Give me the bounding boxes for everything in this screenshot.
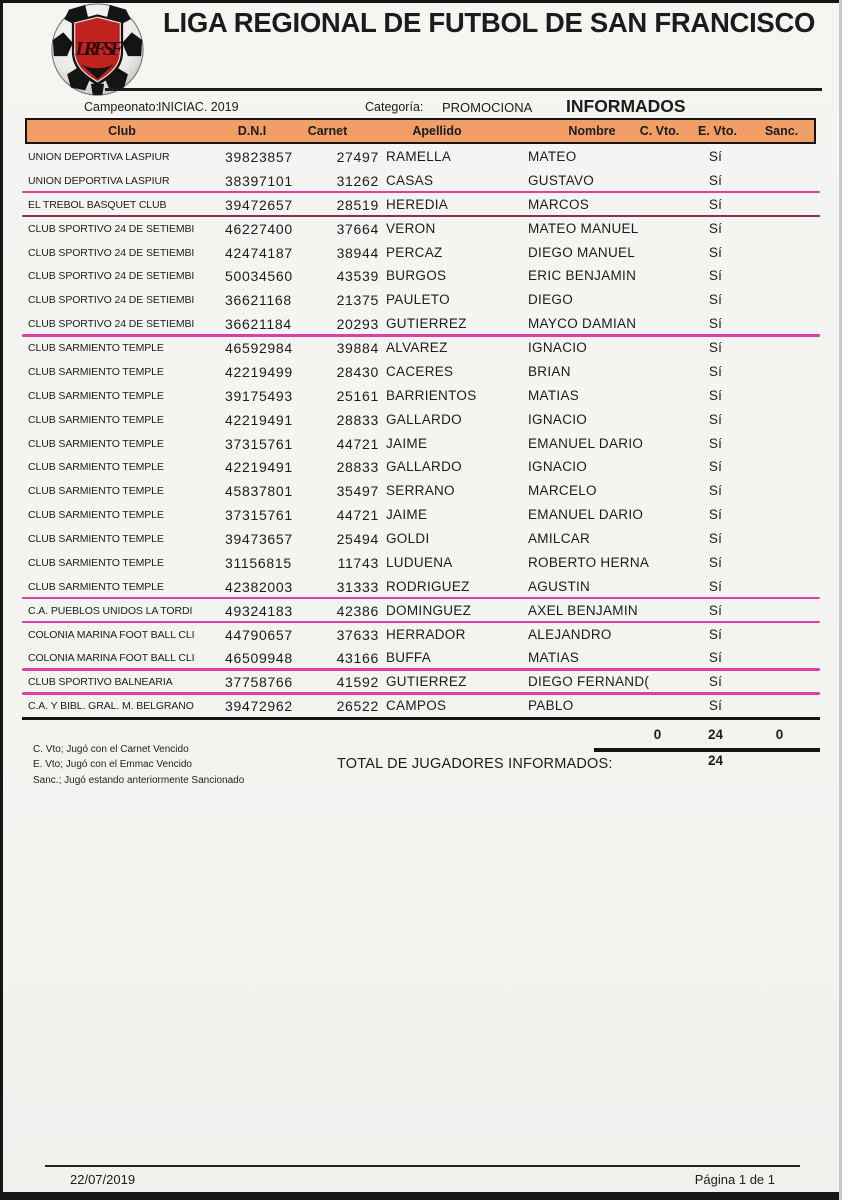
cell-sanc [752, 646, 807, 670]
cell-nombre: AGUSTIN [528, 578, 591, 594]
table-row [0, 336, 842, 360]
cell-carnet: 26522 [336, 698, 379, 715]
cell-c_vto [630, 193, 685, 217]
table-row [0, 527, 842, 551]
cell-carnet: 20293 [336, 316, 379, 333]
cell-nombre: MATIAS [528, 650, 580, 666]
cell-sanc [752, 193, 807, 217]
cell-c_vto [630, 455, 685, 479]
cell-apellido: VERON [386, 220, 436, 236]
cell-club: CLUB SARMIENTO TEMPLE [28, 389, 164, 402]
table-row [0, 670, 842, 694]
cell-apellido: ALVAREZ [386, 340, 448, 356]
cell-club: CLUB SARMIENTO TEMPLE [28, 580, 164, 593]
cell-e_vto: Sí [708, 578, 723, 594]
cell-carnet: 28833 [336, 459, 379, 476]
cell-dni: 45837801 [225, 483, 293, 500]
cell-apellido: RODRIGUEZ [386, 578, 470, 594]
cell-nombre: MATEO [528, 149, 577, 164]
cell-carnet: 44721 [336, 435, 379, 452]
cell-e_vto: Sí [708, 196, 723, 212]
cell-e_vto: Sí [708, 507, 723, 523]
table-row [0, 479, 842, 503]
cell-carnet: 37633 [336, 626, 379, 643]
cell-e_vto: Sí [708, 483, 723, 499]
cell-club: UNION DEPORTIVA LASPIUR [28, 174, 170, 187]
cell-club: CLUB SPORTIVO 24 DE SETIEMBI [28, 270, 195, 283]
cell-carnet: 28833 [336, 411, 379, 428]
table-header-row [25, 118, 816, 144]
cell-carnet: 25494 [336, 531, 379, 548]
table-row [0, 432, 842, 456]
cell-club: CLUB SPORTIVO 24 DE SETIEMBI [28, 222, 195, 235]
cell-c_vto [630, 623, 685, 647]
cell-apellido: LUDUENA [386, 554, 453, 570]
cell-carnet: 11743 [337, 554, 379, 571]
cell-sanc [752, 217, 807, 241]
cell-apellido: GUTIERREZ [386, 316, 467, 332]
cell-sanc [752, 408, 807, 432]
cell-dni: 42219491 [225, 411, 293, 428]
cell-apellido: BARRIENTOS [386, 387, 477, 403]
cell-dni: 49324183 [225, 602, 293, 619]
cell-apellido: SERRANO [386, 483, 455, 499]
cell-dni: 46592984 [225, 340, 293, 357]
table-bottom-divider [22, 717, 820, 720]
cell-sanc [752, 670, 807, 694]
cell-club: CLUB SPORTIVO 24 DE SETIEMBI [28, 246, 195, 259]
cell-sanc [752, 312, 807, 336]
footer-divider [45, 1165, 800, 1167]
table-row [0, 384, 842, 408]
title-divider [105, 88, 822, 91]
cell-apellido: CAMPOS [386, 698, 447, 714]
league-crest-soccer-ball-icon [50, 2, 145, 97]
cell-e_vto: Sí [708, 435, 723, 451]
cell-sanc [752, 551, 807, 575]
cell-carnet: 43539 [336, 268, 379, 285]
categoria-value: PROMOCIONA [442, 100, 533, 115]
cell-dni: 39472657 [225, 196, 293, 213]
cell-nombre: MATEO MANUEL [528, 220, 639, 236]
cell-e_vto: Sí [708, 459, 723, 475]
cell-e_vto: Sí [708, 698, 723, 714]
cell-club: CLUB SPORTIVO 24 DE SETIEMBI [28, 318, 195, 331]
cell-nombre: AXEL BENJAMIN [528, 602, 638, 618]
cell-sanc [752, 455, 807, 479]
cell-sanc [752, 241, 807, 265]
cell-club: CLUB SARMIENTO TEMPLE [28, 485, 164, 498]
cell-dni: 37315761 [225, 435, 293, 452]
cell-club: CLUB SARMIENTO TEMPLE [28, 556, 164, 569]
cell-sanc [752, 145, 807, 169]
cell-nombre: DIEGO MANUEL [528, 244, 636, 260]
cell-dni: 39473657 [225, 531, 293, 548]
cell-club: C.A. Y BIBL. GRAL. M. BELGRANO [28, 700, 194, 713]
cell-club: CLUB SARMIENTO TEMPLE [28, 461, 164, 474]
cell-club: EL TREBOL BASQUET CLUB [28, 198, 167, 211]
cell-c_vto [630, 217, 685, 241]
cell-carnet: 25161 [336, 387, 379, 404]
cell-c_vto [630, 241, 685, 265]
col-header-cvto: C. Vto. [639, 124, 680, 138]
cell-e_vto: Sí [708, 220, 723, 236]
cell-dni: 50034560 [225, 268, 293, 285]
cell-nombre: ROBERTO HERNA [528, 554, 650, 570]
cell-e_vto: Sí [708, 363, 723, 379]
cell-sanc [752, 575, 807, 599]
cell-e_vto: Sí [708, 172, 723, 188]
cell-nombre: GUSTAVO [528, 172, 595, 188]
cell-dni: 39823857 [225, 149, 293, 165]
cell-nombre: MAYCO DAMIAN [528, 316, 637, 332]
cell-nombre: IGNACIO [528, 411, 588, 427]
total-players-value: 24 [707, 753, 724, 768]
totals-divider [594, 748, 820, 752]
cell-dni: 37758766 [225, 674, 293, 691]
total-evto: 24 [707, 727, 724, 742]
table-row [0, 599, 842, 623]
cell-nombre: BRIAN [528, 363, 571, 379]
cell-e_vto: Sí [708, 554, 723, 570]
cell-dni: 42219491 [225, 459, 293, 476]
cell-nombre: EMANUEL DARIO [528, 507, 644, 523]
categoria-label: Categoría: [365, 100, 424, 114]
cell-dni: 37315761 [225, 507, 293, 524]
cell-c_vto [630, 599, 685, 623]
cell-sanc [752, 503, 807, 527]
cell-carnet: 39884 [336, 340, 379, 357]
cell-carnet: 28519 [336, 196, 379, 213]
cell-sanc [752, 169, 807, 193]
cell-nombre: DIEGO [528, 292, 574, 308]
legend-cvto: C. Vto; Jugó con el Carnet Vencido [33, 744, 189, 755]
cell-club: UNION DEPORTIVA LASPIUR [28, 151, 170, 163]
cell-c_vto [630, 670, 685, 694]
cell-nombre: ERIC BENJAMIN [528, 268, 637, 284]
cell-sanc [752, 336, 807, 360]
cell-c_vto [630, 336, 685, 360]
table-row [0, 551, 842, 575]
campeonato-value: INICIAC. 2019 [158, 100, 239, 114]
cell-club: CLUB SARMIENTO TEMPLE [28, 365, 164, 378]
cell-sanc [752, 288, 807, 312]
legend-evto: E. Vto; Jugó con el Emmac Vencido [33, 759, 192, 770]
cell-sanc [752, 264, 807, 288]
cell-dni: 44790657 [225, 626, 293, 643]
col-header-sanc: Sanc. [764, 124, 799, 138]
cell-e_vto: Sí [708, 626, 723, 642]
table-row [0, 646, 842, 670]
cell-apellido: CACERES [386, 363, 454, 379]
cell-dni: 39175493 [225, 387, 293, 404]
cell-sanc [752, 360, 807, 384]
cell-c_vto [630, 312, 685, 336]
cell-dni: 31156815 [225, 554, 292, 571]
cell-dni: 38397101 [225, 172, 293, 189]
cell-sanc [752, 479, 807, 503]
cell-carnet: 38944 [336, 244, 379, 261]
cell-nombre: IGNACIO [528, 459, 588, 475]
cell-club: CLUB SARMIENTO TEMPLE [28, 413, 164, 426]
cell-dni: 42219499 [225, 363, 293, 380]
cell-dni: 42474187 [225, 244, 293, 261]
cell-apellido: GUTIERREZ [386, 674, 467, 690]
cell-e_vto: Sí [708, 531, 723, 547]
cell-dni: 46227400 [225, 220, 293, 237]
cell-nombre: EMANUEL DARIO [528, 435, 644, 451]
cell-e_vto: Sí [708, 244, 723, 260]
cell-e_vto: Sí [708, 602, 723, 618]
cell-apellido: BUFFA [386, 650, 432, 666]
cell-c_vto [630, 169, 685, 193]
cell-sanc [752, 384, 807, 408]
cell-carnet: 35497 [336, 483, 379, 500]
cell-carnet: 28430 [336, 363, 379, 380]
table-row [0, 408, 842, 432]
cell-carnet: 21375 [336, 292, 379, 309]
cell-carnet: 27497 [336, 149, 379, 165]
cell-c_vto [630, 384, 685, 408]
total-cvto: 0 [653, 727, 662, 742]
cell-e_vto: Sí [708, 292, 723, 308]
page-title: LIGA REGIONAL DE FUTBOL DE SAN FRANCISCO [163, 7, 816, 38]
cell-e_vto: Sí [708, 316, 723, 332]
cell-apellido: PAULETO [386, 292, 450, 308]
cell-nombre: PABLO [528, 698, 574, 714]
cell-e_vto: Sí [708, 674, 723, 690]
table-row [0, 503, 842, 527]
cell-nombre: MARCELO [528, 483, 597, 499]
col-header-evto: E. Vto. [698, 124, 737, 138]
total-sanc: 0 [775, 727, 784, 742]
cell-e_vto: Sí [708, 411, 723, 427]
table-row [0, 623, 842, 647]
cell-c_vto [630, 288, 685, 312]
cell-apellido: GALLARDO [386, 411, 462, 427]
cell-club: CLUB SARMIENTO TEMPLE [28, 437, 164, 450]
cell-c_vto [630, 575, 685, 599]
cell-c_vto [630, 694, 685, 718]
cell-c_vto [630, 527, 685, 551]
cell-dni: 42382003 [225, 578, 293, 595]
cell-apellido: GALLARDO [386, 459, 462, 475]
cell-sanc [752, 623, 807, 647]
total-players-label: TOTAL DE JUGADORES INFORMADOS: [337, 756, 613, 772]
table-row [0, 241, 842, 265]
cell-club: CLUB SARMIENTO TEMPLE [28, 342, 164, 355]
cell-dni: 36621168 [225, 292, 292, 309]
col-header-apellido: Apellido [412, 124, 462, 138]
table-row [0, 264, 842, 288]
cell-e_vto: Sí [708, 268, 723, 284]
col-header-club: Club [108, 124, 136, 138]
campeonato-label: Campeonato: [84, 100, 160, 114]
table-row [0, 169, 842, 193]
categoria-value-informados: INFORMADOS [566, 96, 686, 116]
col-header-dni: D.N.I [237, 124, 267, 138]
table-row [0, 575, 842, 599]
table-row [0, 288, 842, 312]
cell-e_vto: Sí [708, 340, 723, 356]
table-row [0, 694, 842, 718]
cell-c_vto [630, 646, 685, 670]
cell-nombre: ALEJANDRO [528, 626, 612, 642]
cell-nombre: DIEGO FERNAND( [528, 674, 650, 690]
cell-apellido: BURGOS [386, 268, 447, 284]
cell-carnet: 41592 [336, 674, 379, 691]
cell-apellido: GOLDI [386, 531, 430, 547]
cell-c_vto [630, 360, 685, 384]
cell-carnet: 31262 [336, 172, 379, 189]
cell-c_vto [630, 264, 685, 288]
cell-nombre: AMILCAR [528, 531, 591, 547]
cell-club: CLUB SPORTIVO BALNEARIA [28, 676, 173, 689]
cell-carnet: 42386 [336, 602, 379, 619]
cell-club: C.A. PUEBLOS UNIDOS LA TORDI [28, 604, 193, 617]
table-row [0, 217, 842, 241]
cell-apellido: HERRADOR [386, 626, 466, 642]
cell-nombre: MATIAS [528, 387, 580, 403]
cell-carnet: 43166 [336, 650, 379, 667]
cell-c_vto [630, 408, 685, 432]
table-row [0, 455, 842, 479]
cell-e_vto: Sí [708, 149, 723, 164]
footer-date: 22/07/2019 [70, 1172, 136, 1187]
table-row [0, 193, 842, 217]
cell-c_vto [630, 551, 685, 575]
cell-c_vto [630, 503, 685, 527]
cell-sanc [752, 527, 807, 551]
table-row [0, 145, 842, 169]
scan-edge-bottom [0, 1192, 842, 1200]
cell-club: CLUB SARMIENTO TEMPLE [28, 509, 164, 522]
cell-carnet: 44721 [336, 507, 379, 524]
cell-sanc [752, 599, 807, 623]
cell-apellido: JAIME [386, 435, 428, 451]
cell-dni: 36621184 [225, 316, 292, 333]
cell-apellido: PERCAZ [386, 244, 443, 260]
cell-club: COLONIA MARINA FOOT BALL CLI [28, 652, 195, 665]
cell-club: COLONIA MARINA FOOT BALL CLI [28, 628, 195, 641]
legend-sanc: Sanc.; Jugó estando anteriormente Sancionado [33, 775, 245, 786]
cell-e_vto: Sí [708, 650, 723, 666]
cell-c_vto [630, 479, 685, 503]
col-header-nombre: Nombre [568, 124, 616, 138]
cell-carnet: 37664 [336, 220, 379, 237]
footer-page-number: Página 1 de 1 [694, 1172, 775, 1187]
cell-sanc [752, 694, 807, 718]
table-row [0, 312, 842, 336]
cell-e_vto: Sí [708, 387, 723, 403]
cell-dni: 46509948 [225, 650, 293, 667]
cell-apellido: HEREDIA [386, 196, 449, 212]
cell-nombre: IGNACIO [528, 340, 588, 356]
cell-carnet: 31333 [336, 578, 379, 595]
cell-apellido: JAIME [386, 507, 428, 523]
table-row [0, 360, 842, 384]
cell-dni: 39472962 [225, 698, 293, 715]
cell-apellido: CASAS [386, 172, 434, 188]
cell-c_vto [630, 145, 685, 169]
crest-monogram: LRFSF [75, 38, 120, 61]
col-header-carnet: Carnet [307, 124, 348, 138]
cell-club: CLUB SARMIENTO TEMPLE [28, 533, 164, 546]
cell-club: CLUB SPORTIVO 24 DE SETIEMBI [28, 294, 195, 307]
cell-sanc [752, 432, 807, 456]
cell-apellido: RAMELLA [386, 149, 452, 164]
cell-nombre: MARCOS [528, 196, 590, 212]
cell-apellido: DOMINGUEZ [386, 602, 472, 618]
cell-c_vto [630, 432, 685, 456]
